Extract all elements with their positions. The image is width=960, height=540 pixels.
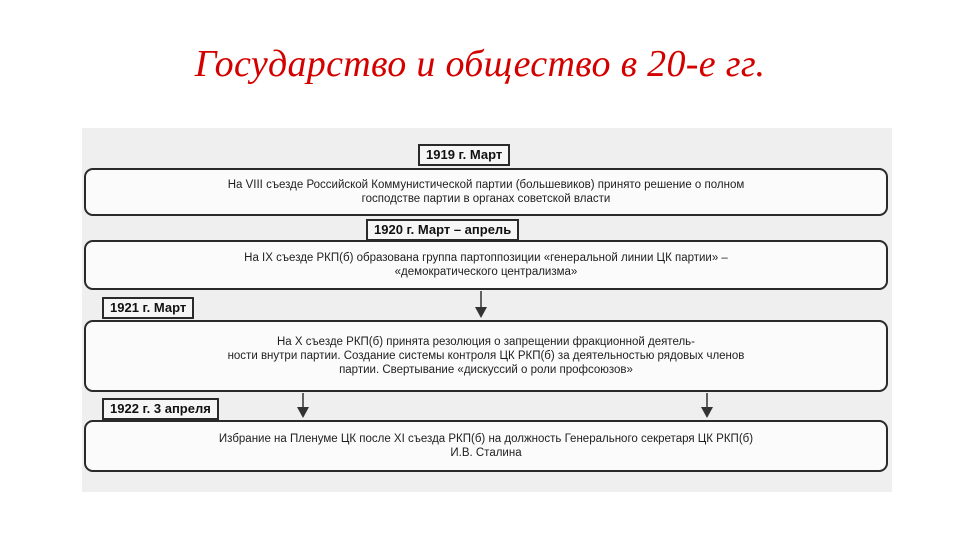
date-label-1922: 1922 г. 3 апреля <box>102 398 219 420</box>
event-text-line: «демократического централизма» <box>394 266 578 278</box>
event-text-line: Избрание на Пленуме ЦК после XI съезда РКП(б) на должность Генерального секретаря ЦК РКП(б) <box>218 433 754 445</box>
arrow-down-icon <box>296 393 310 419</box>
event-text-line: господстве партии в органах советской власти <box>361 193 611 205</box>
arrow-down-icon <box>474 291 488 319</box>
date-label-1921: 1921 г. Март <box>102 297 194 319</box>
event-text-line: На IX съезде РКП(б) образована группа партоппозиции «генеральной линии ЦК партии» – <box>244 252 728 264</box>
arrow-down-icon <box>700 393 714 419</box>
event-text-line: И.В. Сталина <box>450 447 522 459</box>
event-text-line: На VIII съезде Российской Коммунистической партии (большевиков) принято решение о полном <box>227 179 745 191</box>
date-label-1919: 1919 г. Март <box>418 144 510 166</box>
event-text-line: На X съезде РКП(б) принята резолюция о запрещении фракционной деятель- <box>276 336 695 348</box>
page-title: Государство и общество в 20-е гг. <box>194 43 766 85</box>
event-box-1920 <box>84 240 888 290</box>
event-text-line: ности внутри партии. Создание системы контроля ЦК РКП(б) за деятельностью рядовых членов <box>227 350 745 362</box>
event-box-1921 <box>84 320 888 392</box>
event-box-1919 <box>84 168 888 216</box>
event-box-1922 <box>84 420 888 472</box>
date-label-1920: 1920 г. Март – апрель <box>366 219 519 241</box>
event-text-line: партии. Свертывание «дискуссий о роли профсоюзов» <box>339 364 633 376</box>
